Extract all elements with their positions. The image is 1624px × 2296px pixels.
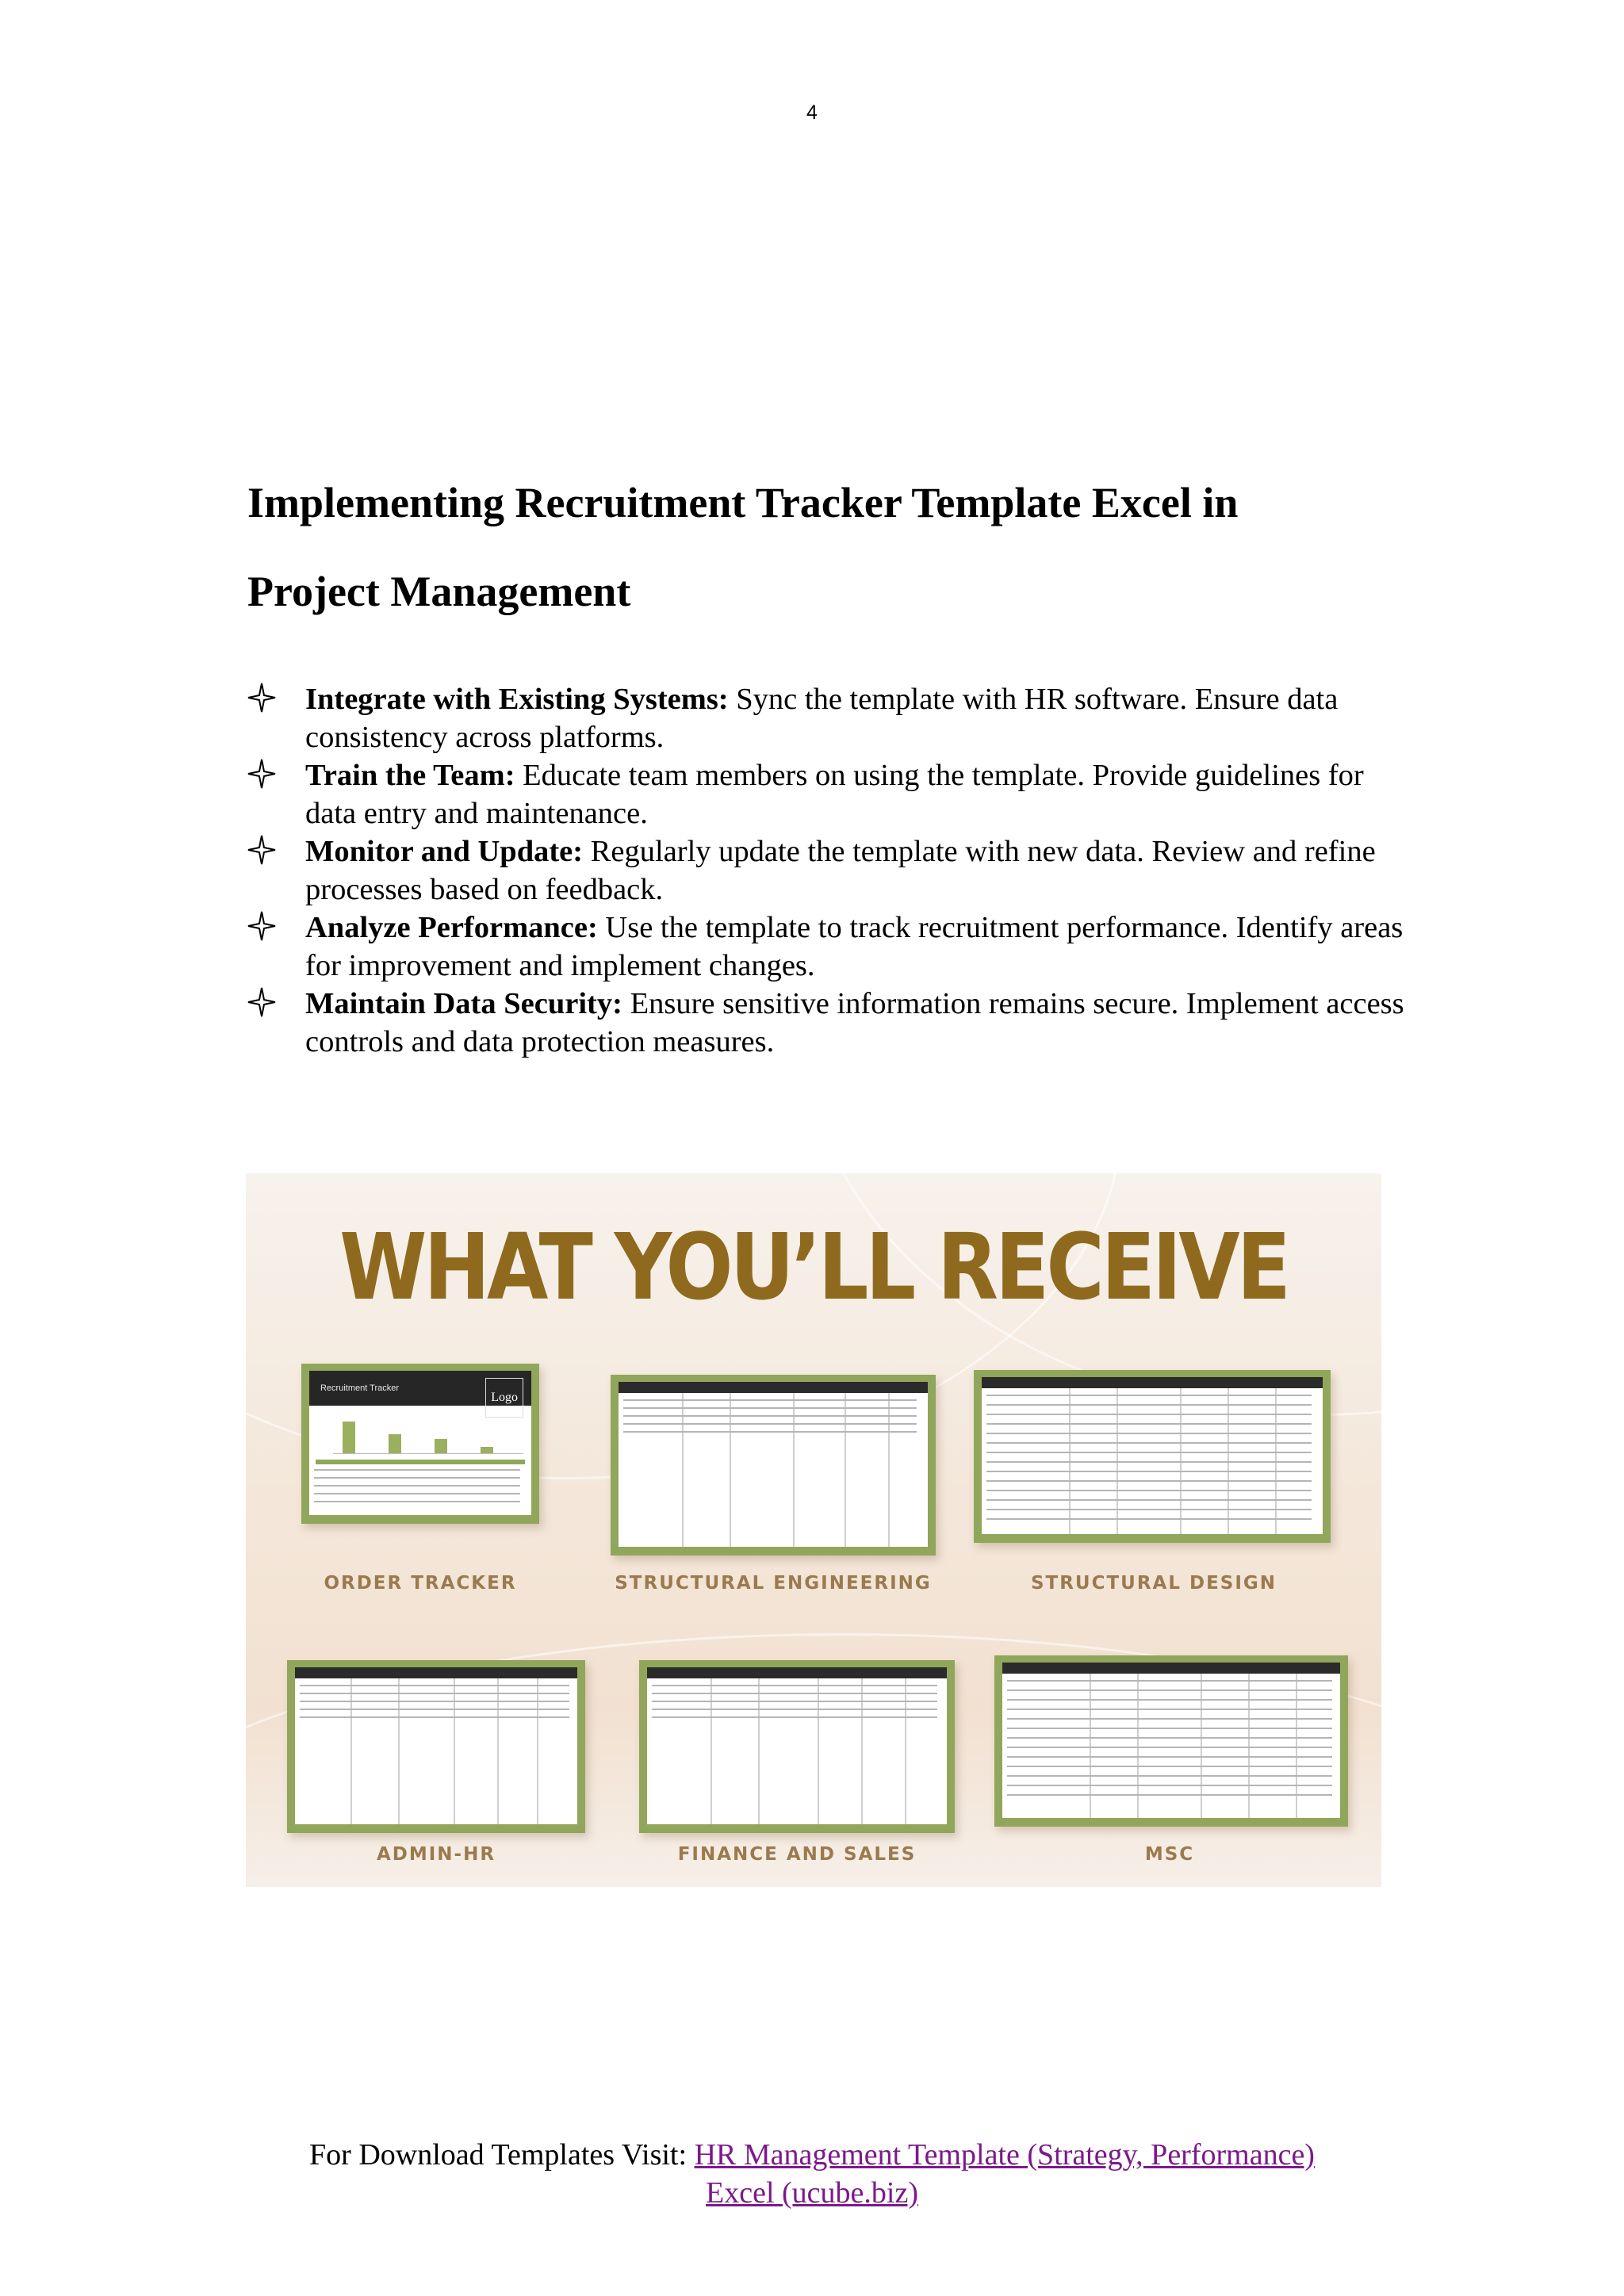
four-point-star-icon	[247, 987, 276, 1017]
table-row	[652, 1716, 937, 1718]
bullet-label: Integrate with Existing Systems:	[305, 683, 729, 716]
table-row	[986, 1490, 1312, 1491]
chart-bar	[343, 1422, 355, 1453]
list-item	[247, 832, 1421, 909]
table-row	[1007, 1766, 1332, 1767]
page-number: 4	[806, 101, 818, 124]
bullet-label: Maintain Data Security:	[305, 987, 622, 1020]
bullet-text: Use the template to track recruitment performance. Identify areas for improvement and implement changes.	[305, 911, 1404, 982]
four-point-star-icon	[247, 911, 276, 941]
table-row	[1007, 1728, 1332, 1729]
column-divider	[1296, 1674, 1297, 1818]
table-row	[986, 1518, 1312, 1520]
bullet-list	[247, 680, 1421, 1061]
sheet-label: ADMIN-HR	[376, 1844, 496, 1865]
page-title	[247, 458, 1405, 636]
table-row	[300, 1716, 569, 1718]
table-row	[1007, 1689, 1332, 1691]
bullet-text: Educate team members on using the template. Provide guidelines for data entry and maintenance.	[305, 759, 1364, 830]
footer	[0, 2136, 1624, 2212]
list-item	[247, 680, 1421, 756]
table-row	[652, 1701, 937, 1702]
banner-heading: WHAT YOU’LL RECEIVE	[339, 1214, 1288, 1321]
table-row	[1007, 1718, 1332, 1720]
sheet-thumbnail-msc	[994, 1655, 1348, 1827]
table-row	[986, 1509, 1312, 1510]
table-row	[300, 1701, 569, 1702]
table-row	[652, 1685, 937, 1686]
table-row	[314, 1485, 520, 1487]
bullet-label: Monitor and Update:	[305, 835, 584, 868]
table-row	[986, 1442, 1312, 1444]
bullet-text: Sync the template with HR software. Ensure data consistency across platforms.	[305, 683, 1339, 754]
table-row	[986, 1395, 1312, 1396]
table-row	[1007, 1680, 1332, 1682]
table-row	[300, 1693, 569, 1694]
download-templates-link-continued[interactable]: Excel (ucube.biz)	[706, 2176, 918, 2210]
table-row	[986, 1461, 1312, 1463]
sheet-label: FINANCE AND SALES	[677, 1844, 917, 1865]
table-row	[314, 1477, 520, 1479]
table-row	[623, 1415, 917, 1417]
table-row	[1007, 1699, 1332, 1701]
sheet-thumbnail-order-tracker	[301, 1364, 539, 1524]
sheet-label: ORDER TRACKER	[324, 1573, 517, 1594]
table-row	[300, 1685, 569, 1686]
table-row	[986, 1499, 1312, 1501]
four-point-star-icon	[247, 835, 276, 865]
table-row	[623, 1423, 917, 1425]
table-row	[1007, 1709, 1332, 1710]
sheet-thumbnail-structural-design	[974, 1370, 1331, 1543]
table-row	[623, 1407, 917, 1409]
table-row	[1007, 1775, 1332, 1777]
sheet-label: STRUCTURAL DESIGN	[1030, 1573, 1277, 1594]
table-row	[1007, 1747, 1332, 1748]
page-title-line-1: Implementing Recruitment Tracker Template Excel in	[247, 479, 1239, 526]
table-row	[1007, 1785, 1332, 1786]
column-divider	[1090, 1674, 1091, 1818]
sheet-label: MSC	[1144, 1844, 1195, 1865]
tracker-title	[309, 1371, 531, 1406]
chart-bar	[481, 1447, 493, 1453]
bullet-text: Regularly update the template with new data. Review and refine processes based on feedback.	[305, 835, 1376, 906]
table-row	[986, 1414, 1312, 1415]
chart-bar	[389, 1434, 401, 1453]
table-row	[1007, 1794, 1332, 1796]
table-row	[1007, 1737, 1332, 1739]
table-row	[623, 1431, 917, 1433]
mini-bar-chart	[333, 1414, 523, 1454]
sheet-thumbnail-finance-and-sales	[639, 1660, 955, 1833]
table-row	[652, 1709, 937, 1710]
page-title-line-2: Project Management	[247, 568, 631, 615]
table-row	[986, 1480, 1312, 1482]
table-row	[300, 1709, 569, 1710]
four-point-star-icon	[247, 759, 276, 789]
download-templates-link[interactable]: HR Management Template (Strategy, Performance)	[694, 2138, 1315, 2172]
table-header	[295, 1667, 577, 1678]
four-point-star-icon	[247, 683, 276, 713]
table-row	[623, 1399, 917, 1401]
table-header	[316, 1460, 525, 1464]
table-header	[1002, 1663, 1340, 1674]
table-row	[986, 1423, 1312, 1425]
table-row	[986, 1452, 1312, 1453]
table-header	[647, 1667, 947, 1678]
list-item	[247, 909, 1421, 985]
column-divider	[1137, 1674, 1139, 1818]
column-divider	[1201, 1674, 1202, 1818]
list-item	[247, 985, 1421, 1061]
table-row	[986, 1404, 1312, 1406]
sheet-label: STRUCTURAL ENGINEERING	[615, 1573, 932, 1594]
list-item	[247, 756, 1421, 832]
table-header	[619, 1382, 928, 1393]
bullet-text: Ensure sensitive information remains secure. Implement access controls and data protection measures.	[305, 987, 1404, 1058]
footer-prefix: For Download Templates Visit:	[309, 2138, 695, 2172]
sheet-thumbnail-structural-engineering	[611, 1375, 936, 1556]
table-row	[314, 1493, 520, 1494]
table-row	[314, 1501, 520, 1502]
table-row	[314, 1469, 520, 1471]
sheet-thumbnail-admin-hr	[287, 1660, 585, 1833]
table-row	[1007, 1756, 1332, 1758]
bullet-label: Analyze Performance:	[305, 911, 598, 944]
chart-bar	[435, 1439, 447, 1453]
tracker-title-text: Recruitment Tracker	[320, 1383, 400, 1393]
tracker-logo: Logo	[485, 1378, 523, 1418]
table-row	[986, 1433, 1312, 1434]
table-row	[652, 1693, 937, 1694]
bullet-label: Train the Team:	[305, 759, 515, 792]
table-row	[986, 1471, 1312, 1472]
table-header	[982, 1377, 1323, 1388]
column-divider	[1248, 1674, 1250, 1818]
what-youll-receive-banner	[246, 1173, 1381, 1887]
